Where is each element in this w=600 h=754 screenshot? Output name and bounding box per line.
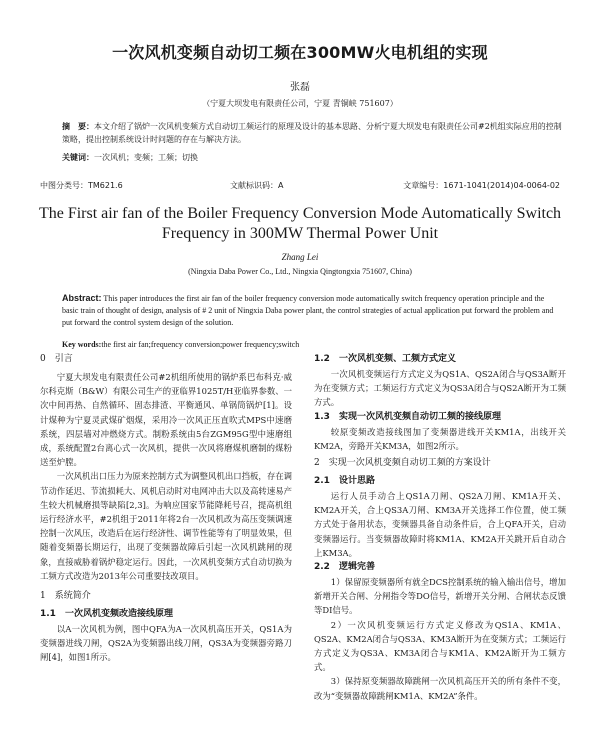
section-2-1-heading: 2.1 设计思路 (314, 476, 375, 487)
section-2-2-paragraph-1: 1）保留原变频器所有就全DCS控制系统的输入输出信号，增加新增开关合闸、分闸指令等DO信号，新增开关分闸、合闸状态反馈等DI信号。 (314, 577, 566, 616)
clc-number: 中图分类号：TM621.6 (40, 181, 123, 190)
section-1-3-paragraph: 较原变频改造接线图加了变频器进线开关KM1A，出线开关KM2A，旁路开关KM3A，如图2所示。 (314, 426, 566, 451)
abstract-en (62, 292, 562, 329)
section-2-1-paragraph: 运行人员手动合上QS1A刀闸、QS2A刀闸、KM1A开关、KM2A开关，合上QS3A刀闸、KM3A开关选择工作位置，使工频方式处于备用状态，变频器具备自动条件后，合上QFA开关，启动变频器运行。当变频器故障时将KM1A、KM2A开关跳开后自动合上KM3A。 (314, 491, 566, 558)
paper-title-en: The First air fan of the Boiler Frequency Conversion Mode Automatically Switch Frequency in 300MW Thermal Power Unit (38, 205, 562, 242)
keywords-en-text: the first air fan;frequency conversion;power frequency;switch (101, 340, 300, 349)
left-column (40, 352, 292, 665)
abstract-cn-text: 本文介绍了锅炉一次风机变频方式自动切工频运行的原理及设计的基本思路、分析宁夏大坝发电有限责任公司#2机组实际应用的控制策略，提出控制系统设计时问题的存在与解决方法。 (62, 122, 562, 144)
section-0-heading: 0 引言 (40, 354, 73, 364)
section-1-1-heading: 1.1 一次风机变频改造接线原理 (40, 609, 173, 620)
section-2-heading: 2 实现一次风机变频自动切工频的方案设计 (314, 458, 491, 469)
section-2-2-paragraph-3: 3）保持原变频器故障跳闸一次风机高压开关的所有条件不变，改为“变频器故障跳闸KM1A、KM2A”条件。 (314, 676, 566, 701)
section-2-2-paragraph-2: 2）一次风机变频运行方式定义修改为QS1A、KM1A、QS2A、KM2A闭合与QS3A、KM3A断开为在变频方式；工频运行方式定义为QS3A、KM3A闭合与KM1A、KM2A断开为工频方式。 (314, 619, 566, 673)
paper-title-cn: 一次风机变频自动切工频在300MW火电机组的实现 (112, 43, 488, 62)
keywords-en-label: Key words: (62, 340, 102, 349)
document-code: 文献标识码：A (230, 181, 284, 190)
affiliation-en: (Ningxia Daba Power Co., Ltd., Ningxia Qingtongxia 751607, China) (188, 267, 412, 276)
abstract-en-text: This paper introduces the first air fan of the boiler frequency conversion mode automatically switch frequency operation principle and the basic train of thought of design, analysis of # 2 unit of Ningxia Daba power plant, the control strategies of actual application put forward the problem and put forward the control system design of the solution. (62, 294, 554, 327)
keywords-cn-label: 关键词： (62, 152, 94, 162)
author-cn: 张磊 (290, 82, 310, 93)
section-1-heading: 1 系统简介 (40, 591, 91, 602)
keywords-cn (62, 152, 562, 163)
abstract-en-label: Abstract: (62, 293, 102, 303)
right-column (314, 352, 566, 703)
section-1-2-paragraph: 一次风机变频运行方式定义为QS1A、QS2A闭合与QS3A断开为在变频方式；工频运行方式定义为QS3A闭合与QS2A断开为工频方式。 (314, 369, 566, 408)
abstract-cn (62, 120, 562, 146)
section-1-3-heading: 1.3 实现一次风机变频自动切工频的接线原理 (314, 411, 501, 422)
abstract-cn-label: 摘 要： (62, 121, 94, 131)
section-1-2-heading: 1.2 一次风机变频、工频方式定义 (314, 354, 456, 364)
section-0-paragraph-1: 宁夏大坝发电有限责任公司#2机组所使用的锅炉系巴布科克·威尔科克斯（B&W）有限公司生产的亚临界1025T/H亚临界参数、一次中间再热、自然循环、固态排渣、平衡通风、单锅筒锅炉[1]。设计煤种为宁夏灵武煤矿烟煤，采用冷一次风正压直吹式MPS中速磨系统，四层墙对冲燃烧方式。制粉系统由5台ZGM95G型中速磨组成，系统配置2台离心式一次风机，提供一次风将磨煤机磨制的煤粉送至炉膛。 (40, 372, 292, 468)
keywords-en (62, 340, 562, 349)
section-1-1-paragraph: 以A一次风机为例，图中QFA为A一次风机高压开关，QS1A为变频器进线刀闸，QS2A为变频器出线刀闸，QS3A为变频器旁路刀闸[4]，如图1所示。 (40, 624, 292, 663)
keywords-cn-text: 一次风机；变频；工频；切换 (94, 153, 198, 162)
section-2-2-heading: 2.2 逻辑完善 (314, 562, 375, 573)
author-en: Zhang Lei (281, 252, 319, 262)
section-0-paragraph-2: 一次风机出口压力为原来控制方式为调整风机出口挡板，存在调节动作延迟、节流损耗大、风机启动时对电网冲击大以及高转速易产生较大机械磨损等缺陷[2,3]。为响应国家节能降耗号召，提高机组运行经济水平，#2机组于2011年将2台一次风机改为高压变频调速控制一次风压，改造后在运行经济性、调节性能等有了明显效果，但随着变频器长期运行，出现了变频器故障后引起一次风机跳闸的现象，直接威胁着锅炉稳定运行。因此，一次风机变频方式自动切换为工频方式改造为2013年公司重要技改项目。 (40, 471, 292, 581)
article-number: 文章编号：1671-1041(2014)04-0064-02 (403, 181, 560, 190)
affiliation-cn: （宁夏大坝发电有限责任公司，宁夏 青铜峡 751607） (202, 99, 398, 108)
